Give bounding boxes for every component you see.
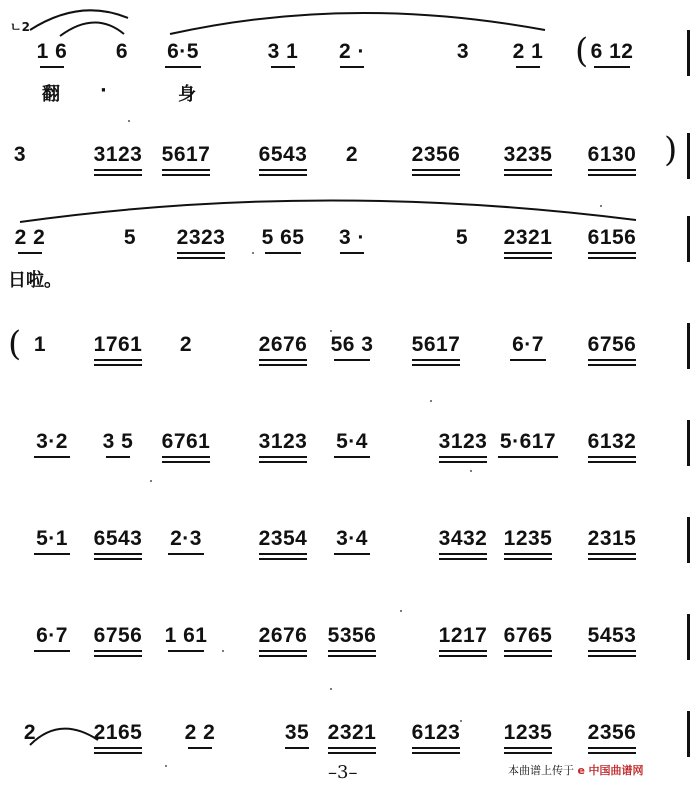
score-prefix-mark: ㄴ2	[10, 20, 30, 34]
duration-underline	[516, 66, 540, 68]
duration-underline	[271, 66, 295, 68]
note-group: 6543	[258, 143, 308, 166]
note-group: 2	[345, 143, 359, 166]
duration-underline	[588, 747, 636, 749]
note-group: 2 2	[14, 226, 46, 249]
duration-underline	[328, 747, 376, 749]
duration-underline	[188, 747, 212, 749]
duration-underline	[177, 257, 225, 259]
duration-underline	[439, 655, 487, 657]
score-row	[0, 130, 700, 203]
note-group: 2	[23, 721, 37, 744]
duration-underline	[510, 359, 546, 361]
score-row	[0, 226, 700, 291]
note-group: 5453	[587, 624, 637, 647]
note-group: 35	[284, 721, 310, 744]
print-speck	[222, 650, 224, 652]
duration-underline	[94, 655, 142, 657]
lyric-text: 日啦。	[8, 270, 62, 291]
slur-curve	[30, 10, 128, 30]
note-group: 3123	[93, 143, 143, 166]
barline	[687, 30, 690, 76]
note-group: 3 ·	[338, 226, 366, 249]
note-group: 6123	[411, 721, 461, 744]
note-group: 5·1	[36, 527, 68, 550]
note-group: 6 12	[590, 40, 634, 63]
note-group: 2321	[503, 226, 553, 249]
note-group: 1235	[503, 527, 553, 550]
score-row	[0, 324, 700, 393]
note-group: 1	[33, 333, 47, 356]
duration-underline	[94, 169, 142, 171]
note-group: 2 1	[512, 40, 544, 63]
duration-underline	[439, 553, 487, 555]
slur-curve	[170, 13, 545, 34]
score-row	[0, 624, 700, 684]
duration-underline	[504, 655, 552, 657]
duration-underline	[94, 364, 142, 366]
note-group: 5617	[161, 143, 211, 166]
duration-underline	[259, 359, 307, 361]
duration-underline	[94, 752, 142, 754]
note-group: 5617	[411, 333, 461, 356]
duration-underline	[588, 169, 636, 171]
note-group: 2354	[258, 527, 308, 550]
duration-underline	[94, 747, 142, 749]
note-group: 2 ·	[338, 40, 366, 63]
duration-underline	[588, 257, 636, 259]
duration-underline	[588, 461, 636, 463]
print-speck	[460, 720, 462, 722]
duration-underline	[259, 169, 307, 171]
duration-underline	[588, 359, 636, 361]
duration-underline	[165, 66, 201, 68]
note-group: 6·5	[167, 40, 199, 63]
duration-underline	[334, 553, 370, 555]
note-group: 3	[13, 143, 27, 166]
duration-underline	[94, 174, 142, 176]
duration-underline	[40, 66, 64, 68]
note-group: 3123	[438, 430, 488, 453]
score-row	[0, 527, 700, 587]
duration-underline	[328, 650, 376, 652]
duration-underline	[259, 174, 307, 176]
note-group: 1235	[503, 721, 553, 744]
duration-underline	[588, 456, 636, 458]
duration-underline	[106, 456, 130, 458]
duration-underline	[504, 257, 552, 259]
duration-underline	[285, 747, 309, 749]
duration-underline	[162, 169, 210, 171]
duration-underline	[340, 66, 364, 68]
duration-underline	[162, 461, 210, 463]
note-group: 3235	[503, 143, 553, 166]
duration-underline	[94, 650, 142, 652]
duration-underline	[504, 752, 552, 754]
duration-underline	[588, 174, 636, 176]
score-row	[0, 430, 700, 490]
duration-underline	[504, 747, 552, 749]
duration-underline	[439, 461, 487, 463]
print-speck	[330, 330, 332, 332]
duration-underline	[328, 752, 376, 754]
duration-underline	[594, 66, 630, 68]
duration-underline	[504, 558, 552, 560]
note-group: 5·617	[499, 430, 557, 453]
note-group: 6765	[503, 624, 553, 647]
note-group: 1 6	[36, 40, 68, 63]
duration-underline	[588, 252, 636, 254]
duration-underline	[439, 456, 487, 458]
site-footer	[508, 762, 643, 778]
print-speck	[128, 120, 130, 122]
lyric-text: 身	[178, 84, 196, 105]
slur-curve	[60, 22, 124, 36]
duration-underline	[504, 252, 552, 254]
duration-underline	[34, 456, 70, 458]
duration-underline	[588, 364, 636, 366]
score-row	[0, 31, 700, 105]
duration-underline	[412, 752, 460, 754]
duration-underline	[34, 650, 70, 652]
slur-curve	[20, 200, 636, 222]
footer-text: 本曲谱上传于	[508, 764, 574, 777]
print-speck	[430, 400, 432, 402]
print-speck	[252, 252, 254, 254]
duration-underline	[259, 655, 307, 657]
barline	[687, 216, 690, 262]
note-group: 2·3	[170, 527, 202, 550]
duration-underline	[504, 553, 552, 555]
duration-underline	[177, 252, 225, 254]
duration-underline	[259, 553, 307, 555]
print-speck	[600, 205, 602, 207]
duration-underline	[439, 558, 487, 560]
note-group: 5356	[327, 624, 377, 647]
site-logo-icon: e	[577, 764, 585, 777]
note-group: 5 65	[261, 226, 305, 249]
note-group: 1217	[438, 624, 488, 647]
note-group: 5	[455, 226, 469, 249]
duration-underline	[162, 456, 210, 458]
duration-underline	[168, 650, 204, 652]
note-group: 2	[179, 333, 193, 356]
duration-underline	[504, 174, 552, 176]
print-speck	[330, 688, 332, 690]
lyric-text: ·	[100, 80, 107, 101]
note-group: 3123	[258, 430, 308, 453]
print-speck	[165, 765, 167, 767]
duration-underline	[168, 553, 204, 555]
note-group: 6·7	[36, 624, 68, 647]
duration-underline	[412, 364, 460, 366]
open-parenthesis: (	[575, 31, 589, 71]
duration-underline	[412, 747, 460, 749]
duration-underline	[265, 252, 301, 254]
duration-underline	[18, 252, 42, 254]
note-group: 6	[115, 40, 129, 63]
duration-underline	[412, 169, 460, 171]
note-group: 3 5	[102, 430, 134, 453]
footer-brand: 中国曲谱网	[588, 764, 644, 777]
close-parenthesis: )	[664, 130, 678, 170]
note-group: 5	[123, 226, 137, 249]
note-group: 2323	[176, 226, 226, 249]
note-group: 1 61	[164, 624, 208, 647]
note-group: 6132	[587, 430, 637, 453]
lyric-text: 翻	[42, 84, 60, 105]
note-group: 2676	[258, 333, 308, 356]
duration-underline	[94, 558, 142, 560]
barline	[687, 420, 690, 466]
note-group: 6·7	[512, 333, 544, 356]
duration-underline	[94, 553, 142, 555]
duration-underline	[259, 558, 307, 560]
duration-underline	[259, 364, 307, 366]
print-speck	[470, 470, 472, 472]
duration-underline	[498, 456, 558, 458]
note-group: 6756	[93, 624, 143, 647]
duration-underline	[162, 174, 210, 176]
note-group: 6756	[587, 333, 637, 356]
note-group: 1761	[93, 333, 143, 356]
duration-underline	[588, 752, 636, 754]
note-group: 2356	[411, 143, 461, 166]
duration-underline	[340, 252, 364, 254]
barline	[687, 614, 690, 660]
note-group: 3 1	[267, 40, 299, 63]
note-group: 2165	[93, 721, 143, 744]
barline	[687, 517, 690, 563]
duration-underline	[412, 174, 460, 176]
duration-underline	[334, 456, 370, 458]
duration-underline	[588, 558, 636, 560]
note-group: 2 2	[184, 721, 216, 744]
note-group: 6761	[161, 430, 211, 453]
note-group: 6543	[93, 527, 143, 550]
duration-underline	[259, 650, 307, 652]
print-speck	[400, 610, 402, 612]
duration-underline	[34, 553, 70, 555]
note-group: 3432	[438, 527, 488, 550]
duration-underline	[439, 650, 487, 652]
note-group: 2321	[327, 721, 377, 744]
note-group: 5·4	[336, 430, 368, 453]
note-group: 56 3	[330, 333, 374, 356]
duration-underline	[504, 650, 552, 652]
note-group: 6156	[587, 226, 637, 249]
note-group: 3·4	[336, 527, 368, 550]
note-group: 6130	[587, 143, 637, 166]
duration-underline	[504, 169, 552, 171]
print-speck	[150, 480, 152, 482]
note-group: 2315	[587, 527, 637, 550]
duration-underline	[412, 359, 460, 361]
duration-underline	[588, 650, 636, 652]
duration-underline	[588, 553, 636, 555]
duration-underline	[259, 461, 307, 463]
duration-underline	[334, 359, 370, 361]
note-group: 2356	[587, 721, 637, 744]
duration-underline	[588, 655, 636, 657]
barline	[687, 323, 690, 369]
page-number: –3–	[328, 762, 358, 783]
note-group: 3	[456, 40, 470, 63]
note-group: 3·2	[36, 430, 68, 453]
barline	[687, 133, 690, 179]
barline	[687, 711, 690, 757]
duration-underline	[94, 359, 142, 361]
note-group: 2676	[258, 624, 308, 647]
open-parenthesis: (	[8, 324, 22, 364]
duration-underline	[259, 456, 307, 458]
duration-underline	[328, 655, 376, 657]
